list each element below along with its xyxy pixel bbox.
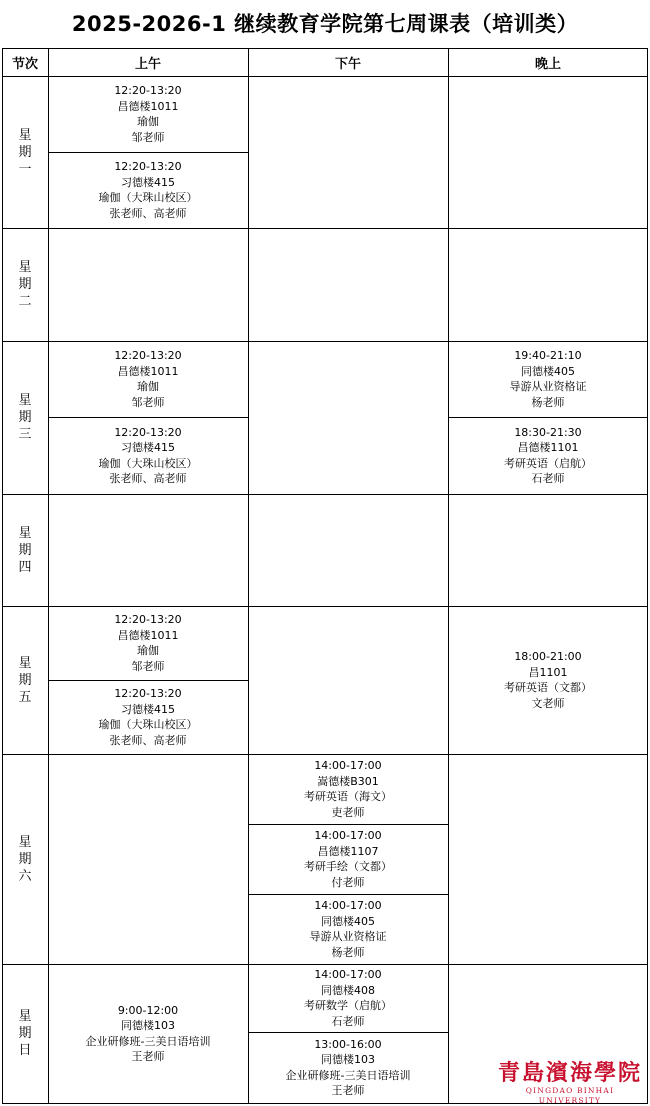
day-char: 期 [18,672,32,688]
day-monday [2,76,48,228]
day-char: 四 [18,559,32,575]
course-teacher: 杨老师 [331,945,365,959]
header-morning: 上午 [134,56,161,72]
course-cell [48,152,248,228]
course-cell [248,894,448,964]
header-afternoon: 下午 [334,56,361,72]
course-time: 18:30-21:30 [514,425,582,439]
course-teacher: 张老师、高老师 [109,472,187,485]
course-room: 昌德楼1011 [117,364,179,378]
day-char: 星 [18,260,32,275]
course-name: 考研英语（海文） [304,790,392,803]
course-time: 14:00-17:00 [314,759,382,772]
course-teacher: 王老师 [331,1084,365,1097]
course-cell [48,341,248,417]
course-time: 9:00-12:00 [117,1003,179,1017]
course-room: 昌1101 [528,665,568,679]
course-room: 习德楼415 [121,441,175,454]
course-name: 瑜伽（大珠山校区） [98,718,198,731]
course-room: 昌德楼1101 [517,441,579,454]
course-teacher: 邹老师 [131,659,165,673]
course-name: 企业研修班-三美日语培训 [285,1068,411,1082]
day-wednesday [2,341,48,494]
course-teacher: 文老师 [531,696,565,710]
course-time: 18:00-21:00 [514,650,582,663]
course-cell [48,76,248,152]
course-cell [448,417,648,494]
day-char: 期 [18,1026,32,1041]
course-teacher: 石老师 [531,472,565,485]
course-cell [248,964,448,1032]
day-char: 星 [18,1009,32,1024]
course-time: 12:20-13:20 [114,687,182,700]
course-cell [48,417,248,494]
course-name: 考研手绘（文都） [304,860,392,873]
day-char: 星 [18,525,32,541]
course-teacher: 石老师 [331,1014,365,1028]
course-time: 12:20-13:20 [114,425,182,439]
logo-name-en: QINGDAO BINHAI UNIVERSITY [525,1086,615,1105]
day-char: 期 [18,410,32,425]
day-thursday [2,494,48,606]
header-evening: 晚上 [534,56,561,72]
course-room: 同德楼103 [321,1053,375,1066]
course-room: 嵩德楼B301 [317,774,379,788]
course-name: 考研英语（启航） [504,456,592,470]
day-char: 期 [18,851,32,867]
course-room: 昌德楼1107 [317,844,379,858]
course-cell [48,680,248,754]
day-char: 期 [18,542,32,558]
course-name: 瑜伽（大珠山校区） [98,456,198,470]
course-room: 同德楼405 [321,914,375,928]
course-cell [248,1032,448,1103]
course-time: 13:00-16:00 [314,1037,382,1051]
course-room: 昌德楼1011 [117,99,179,113]
day-char: 星 [18,127,32,143]
course-teacher: 付老师 [331,875,365,889]
course-time: 19:40-21:10 [514,349,582,362]
course-name: 考研英语（文都） [504,681,592,694]
course-room: 同德楼405 [521,364,575,378]
day-char: 日 [18,1043,32,1058]
day-sunday [2,964,48,1103]
course-room: 习德楼415 [121,702,175,716]
course-room: 昌德楼1011 [117,628,179,642]
header-session: 节次 [11,56,38,72]
course-time: 14:00-17:00 [314,829,382,842]
logo-name-cn: 青島濱海學院 [497,1060,642,1086]
university-logo [494,1060,646,1106]
course-cell [48,964,248,1103]
course-cell [248,824,448,894]
day-char: 二 [18,294,32,309]
course-name: 瑜伽（大珠山校区） [98,191,198,204]
course-teacher: 张老师、高老师 [109,733,187,747]
course-name: 导游从业资格证 [309,930,387,943]
course-cell [448,341,648,417]
day-char: 三 [18,427,32,442]
course-teacher: 王老师 [131,1050,165,1063]
course-time: 14:00-17:00 [314,899,382,912]
course-cell [248,754,448,824]
day-char: 一 [18,161,32,177]
course-name: 瑜伽 [137,380,159,393]
course-time: 12:20-13:20 [114,613,182,626]
day-char: 期 [18,277,32,292]
course-teacher: 杨老师 [531,395,565,409]
course-time: 12:20-13:20 [114,160,182,173]
course-name: 企业研修班-三美日语培训 [85,1034,211,1048]
course-teacher: 张老师、高老师 [109,206,187,220]
course-cell [448,606,648,754]
day-friday [2,606,48,754]
day-char: 六 [18,868,32,884]
course-name: 瑜伽 [137,115,159,128]
course-time: 12:20-13:20 [114,349,182,362]
course-teacher: 邹老师 [131,395,165,409]
day-char: 星 [18,655,32,671]
course-room: 同德楼103 [121,1019,175,1032]
day-saturday [2,754,48,964]
day-char: 星 [18,393,32,408]
course-cell [48,606,248,680]
course-name: 考研数学（启航） [304,999,392,1012]
course-time: 12:20-13:20 [114,84,182,97]
course-teacher: 吏老师 [331,805,365,819]
day-tuesday [2,228,48,341]
course-room: 习德楼415 [121,175,175,189]
day-char: 期 [18,144,32,160]
course-time: 14:00-17:00 [314,968,382,981]
course-room: 同德楼408 [321,983,375,997]
course-name: 导游从业资格证 [509,380,587,393]
course-teacher: 邹老师 [131,130,165,144]
day-char: 星 [18,834,32,850]
page-title: 2025-2026-1 继续教育学院第七周课表（培训类） [71,12,579,36]
day-char: 五 [18,689,32,705]
course-name: 瑜伽 [137,644,159,657]
